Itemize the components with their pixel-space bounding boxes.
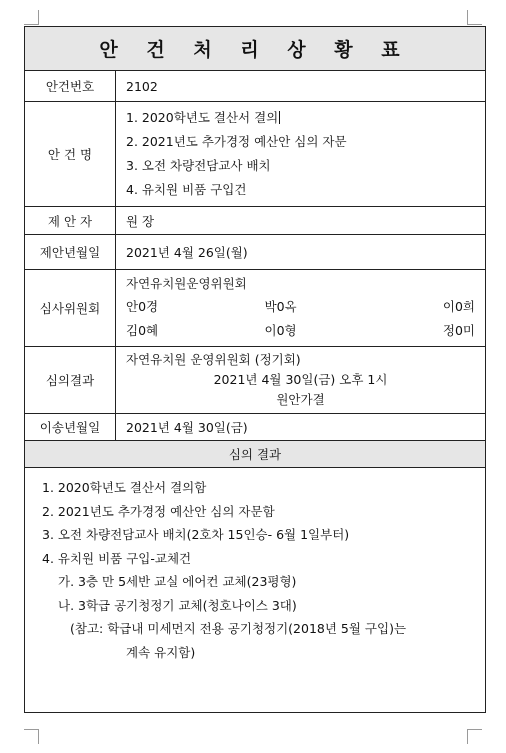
result-item: 3. 오전 차량전담교사 배치(2호차 15인승- 6월 1일부터) — [42, 527, 350, 542]
review-result-label: 심의결과 — [25, 347, 116, 414]
committee-org: 자연유치원운영위원회 — [126, 276, 247, 291]
committee-member: 김0혜 — [126, 323, 159, 338]
committee-cell[interactable] — [116, 270, 486, 347]
committee-member-row — [126, 319, 475, 343]
result-item: 4. 유치원 비품 구입-교체건 — [42, 550, 192, 566]
agenda-item: 4. 유치원 비품 구입건 — [126, 182, 247, 197]
committee-member: 이0형 — [264, 323, 297, 338]
result-note: (참고: 학급내 미세먼지 전용 공기청정기(2018년 5월 구입)는 — [70, 621, 407, 636]
transfer-date-value[interactable]: 2021년 4월 30일(금) — [116, 414, 486, 441]
crop-mark-bottom-left — [24, 729, 39, 744]
committee-member: 정0미 — [442, 323, 475, 338]
proposer-label: 제 안 자 — [25, 207, 116, 235]
agenda-item: 2. 2021년도 추가경정 예산안 심의 자문 — [126, 134, 347, 149]
result-subitem: 가. 3층 만 5세반 교실 에어컨 교체(23평형) — [58, 574, 297, 589]
agenda-name-label: 안 건 명 — [25, 102, 116, 207]
agenda-item: 3. 오전 차량전담교사 배치 — [126, 158, 271, 173]
agenda-no-value[interactable]: 2102 — [116, 71, 486, 102]
agenda-item: 1. 2020학년도 결산서 결의 — [126, 110, 279, 125]
committee-member: 이0희 — [442, 299, 475, 314]
review-datetime: 2021년 4월 30일(금) 오후 1시 — [213, 372, 388, 387]
committee-member-row — [126, 295, 475, 319]
proposer-value[interactable]: 원 장 — [116, 207, 486, 235]
result-item: 1. 2020학년도 결산서 결의함 — [42, 480, 207, 495]
crop-mark-top-left — [24, 10, 39, 25]
committee-member: 박0옥 — [264, 299, 297, 314]
transfer-date-label: 이송년월일 — [25, 414, 116, 441]
result-section-body[interactable] — [25, 468, 486, 713]
result-note-continued: 계속 유지함) — [126, 644, 196, 660]
result-subitem: 나. 3학급 공기청정기 교체(청호나이스 3대) — [58, 597, 297, 613]
crop-mark-top-right — [467, 10, 482, 25]
review-result-cell[interactable] — [116, 347, 486, 414]
text-cursor — [279, 111, 280, 124]
agenda-no-label: 안건번호 — [25, 71, 116, 102]
crop-mark-bottom-right — [467, 729, 482, 744]
agenda-name-list[interactable] — [116, 102, 486, 207]
committee-label: 심사위원회 — [25, 270, 116, 347]
proposal-date-label: 제안년월일 — [25, 235, 116, 270]
result-item: 2. 2021년도 추가경정 예산안 심의 자문함 — [42, 503, 275, 519]
committee-member: 안0경 — [126, 299, 159, 314]
proposal-date-value[interactable]: 2021년 4월 26일(월) — [116, 235, 486, 270]
agenda-status-table — [24, 26, 486, 713]
document-title: 안 건 처 리 상 황 표 — [25, 27, 486, 71]
result-section-heading: 심의 결과 — [25, 441, 486, 468]
review-meeting: 자연유치원 운영위원회 (정기회) — [126, 352, 301, 367]
review-decision: 원안가결 — [276, 392, 325, 407]
